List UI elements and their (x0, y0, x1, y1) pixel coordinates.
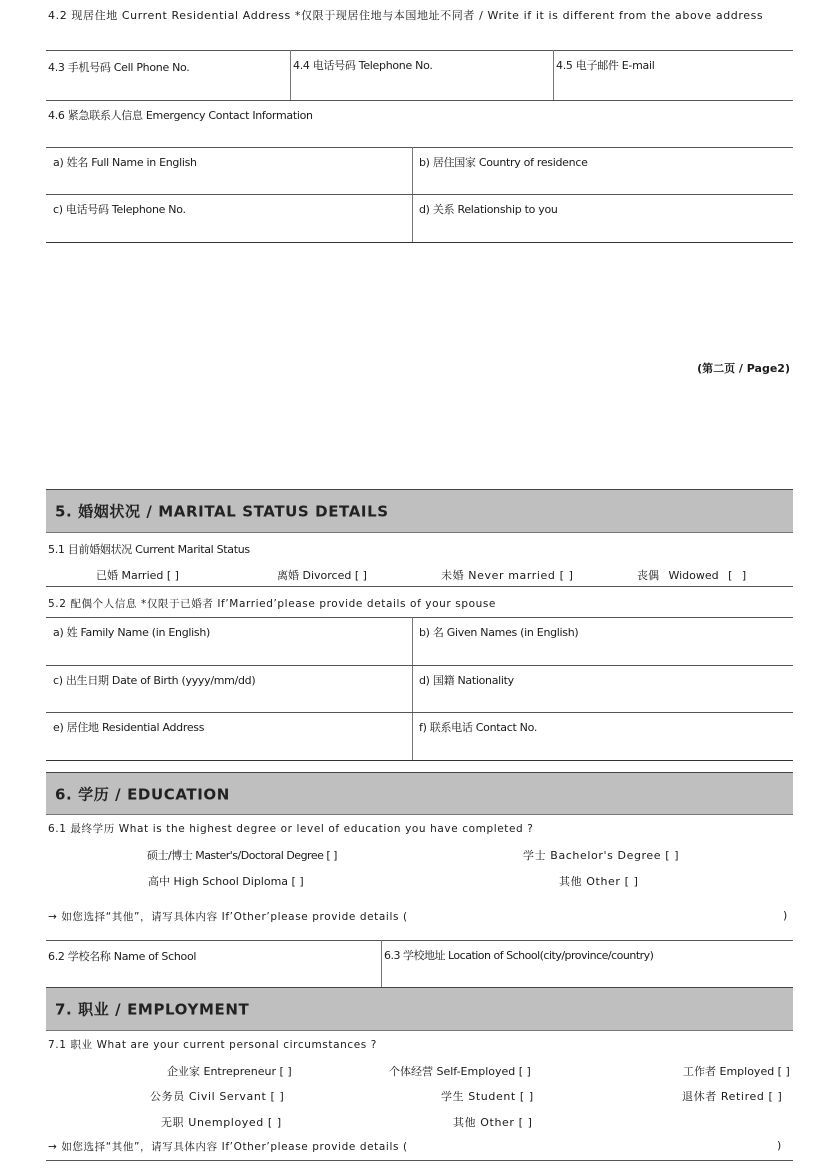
emergency-country-field[interactable]: b) 居住国家 Country of residence (419, 156, 588, 169)
divider (46, 712, 793, 713)
spouse-contact-field[interactable]: f) 联系电话 Contact No. (419, 721, 538, 734)
divider (46, 586, 793, 587)
divider (46, 617, 793, 618)
divider (46, 760, 793, 761)
emergency-relationship-field[interactable]: d) 关系 Relationship to you (419, 203, 558, 216)
education-other-checkbox[interactable]: 其他 Other [ ] (559, 875, 639, 888)
divider (46, 242, 793, 243)
divider (412, 617, 413, 760)
paren-close: ) (783, 909, 787, 922)
field-4-2-current-address: 4.2 现居住地 Current Residential Address *仅限于现居住地与本国地址不同者 / Write if it is different from the above address (48, 9, 764, 22)
section-7-header (46, 987, 793, 1031)
field-6-2-school-name[interactable]: 6.2 学校名称 Name of School (48, 950, 197, 963)
emergency-full-name-field[interactable]: a) 姓名 Full Name in English (53, 156, 197, 169)
masters-doctoral-checkbox[interactable]: 硕士/博士 Master's/Doctoral Degree [ ] (147, 849, 337, 862)
field-4-4-telephone[interactable]: 4.4 电话号码 Telephone No. (293, 59, 433, 72)
high-school-checkbox[interactable]: 高中 High School Diploma [ ] (148, 875, 304, 888)
divider (381, 940, 382, 987)
civil-servant-checkbox[interactable]: 公务员 Civil Servant [ ] (150, 1090, 285, 1103)
field-4-3-cell-phone[interactable]: 4.3 手机号码 Cell Phone No. (48, 61, 190, 74)
student-checkbox[interactable]: 学生 Student [ ] (441, 1090, 534, 1103)
spouse-nationality-field[interactable]: d) 国籍 Nationality (419, 674, 514, 687)
self-employed-checkbox[interactable]: 个体经营 Self-Employed [ ] (389, 1065, 531, 1078)
field-7-1-employment: 7.1 职业 What are your current personal circumstances ? (48, 1039, 377, 1051)
employment-other-checkbox[interactable]: 其他 Other [ ] (453, 1116, 533, 1129)
paren-close: ) (777, 1139, 781, 1152)
spouse-dob-field[interactable]: c) 出生日期 Date of Birth (yyyy/mm/dd) (53, 674, 256, 687)
divider (46, 194, 793, 195)
emergency-telephone-field[interactable]: c) 电话号码 Telephone No. (53, 203, 186, 216)
employment-other-details[interactable]: → 如您选择“其他”，请写具体内容 If’Other’please provide details ( (48, 1141, 408, 1153)
divider (46, 50, 793, 51)
field-6-3-school-location[interactable]: 6.3 学校地址 Location of School(city/province/country) (384, 949, 654, 962)
retired-checkbox[interactable]: 退休者 Retired [ ] (682, 1090, 783, 1103)
field-4-6-emergency-contact: 4.6 紧急联系人信息 Emergency Contact Information (48, 109, 313, 122)
divider (46, 147, 793, 148)
section-title: 7. 职业 / EMPLOYMENT (55, 1000, 250, 1019)
married-checkbox[interactable]: 已婚 Married [ ] (96, 569, 179, 582)
field-5-2-spouse-details: 5.2 配偶个人信息 *仅限于已婚者 If’Married’please provide details of your spouse (48, 598, 496, 610)
field-4-5-email[interactable]: 4.5 电子邮件 E-mail (556, 59, 655, 72)
education-other-details[interactable]: → 如您选择“其他”，请写具体内容 If’Other’please provide details ( (48, 911, 408, 923)
divider (46, 665, 793, 666)
page-number: (第二页 / Page2) (697, 362, 790, 375)
never-married-checkbox[interactable]: 未婚 Never married [ ] (441, 569, 574, 582)
field-6-1-education: 6.1 最终学历 What is the highest degree or level of education you have completed ? (48, 823, 534, 835)
divider (46, 100, 793, 101)
spouse-family-name-field[interactable]: a) 姓 Family Name (in English) (53, 626, 210, 639)
widowed-checkbox[interactable]: 丧偶 Widowed [ ] (637, 569, 747, 582)
spouse-address-field[interactable]: e) 居住地 Residential Address (53, 721, 205, 734)
section-5-header (46, 489, 793, 533)
divider (46, 940, 793, 941)
employed-checkbox[interactable]: 工作者 Employed [ ] (683, 1065, 790, 1078)
section-title: 6. 学历 / EDUCATION (55, 785, 230, 803)
divider (290, 50, 291, 100)
divider (46, 1160, 793, 1161)
section-title: 5. 婚姻状况 / MARITAL STATUS DETAILS (55, 502, 389, 521)
section-6-header (46, 772, 793, 815)
bachelors-checkbox[interactable]: 学士 Bachelor's Degree [ ] (523, 849, 680, 862)
divider (553, 50, 554, 100)
entrepreneur-checkbox[interactable]: 企业家 Entrepreneur [ ] (167, 1065, 292, 1078)
unemployed-checkbox[interactable]: 无职 Unemployed [ ] (161, 1116, 282, 1129)
spouse-given-names-field[interactable]: b) 名 Given Names (in English) (419, 626, 579, 639)
field-5-1-marital-status: 5.1 目前婚姻状况 Current Marital Status (48, 543, 250, 556)
divorced-checkbox[interactable]: 离婚 Divorced [ ] (277, 569, 367, 582)
